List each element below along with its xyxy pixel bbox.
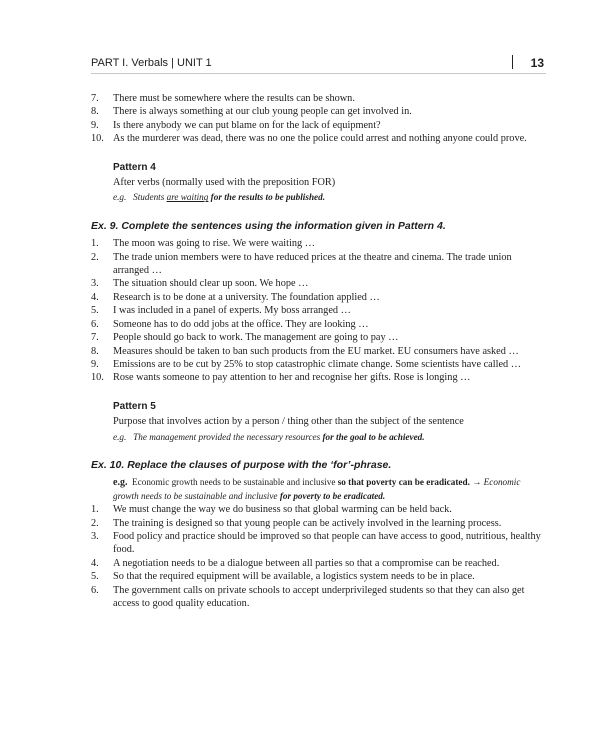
list-item: 7. There must be somewhere where the results can be shown. (91, 93, 355, 104)
pattern-5-box (113, 400, 546, 444)
page-number: 13 (530, 56, 544, 70)
list-item: 4. A negotiation needs to be a dialogue between all parties so that a compromise can be reached. (91, 557, 500, 569)
pattern-description: After verbs (normally used with the preposition FOR) (113, 177, 336, 189)
list-item: 2. The training is designed so that young people can be actively involved in the learning process. (91, 517, 502, 529)
page-header (91, 55, 546, 75)
list-item: 2. The trade union members were to have reduced prices at the theatre and cinema. The trade union arranged … (91, 251, 512, 277)
list-item: 5. I was included in a panel of experts. My boss arranged … (91, 305, 351, 317)
list-item: 5. So that the required equipment will be available, a logistics system needs to be in place. (91, 571, 475, 583)
pattern-title: Pattern 5 (113, 400, 156, 412)
list-item: 6. Someone has to do odd jobs at the office. They are looking … (91, 318, 369, 330)
list-item: 4. Research is to be done at a university. The foundation applied … (91, 291, 380, 303)
exercise-9-list (91, 237, 546, 384)
pattern-description: Purpose that involves action by a person / thing other than the subject of the sentence (113, 416, 464, 428)
list-item: 9. Emissions are to be cut by 25% to stop catastrophic climate change. Some scientists have called … (91, 358, 522, 370)
list-item: 3. The situation should clear up soon. We hope … (91, 278, 309, 290)
underlined-verb: are waiting (166, 192, 209, 203)
exercise-9-title: Ex. 9. Complete the sentences using the information given in Pattern 4. (91, 219, 446, 232)
arrow-icon: → (472, 477, 482, 488)
list-item: 9. Is there anybody we can put blame on for the lack of equipment? (91, 119, 381, 131)
header-divider (512, 55, 513, 69)
exercise-10-example: e.g. Economic growth needs to be sustainable and inclusive so that poverty can be eradicated. → Economic growth needs to be sustainable and inclusive for poverty to be eradicated. (113, 477, 521, 501)
pattern-title: Pattern 4 (113, 161, 156, 173)
list-item: 7. People should go back to work. The management are going to pay … (91, 332, 399, 344)
list-item: 3. Food policy and practice should be improved so that people can have access to good, nutritious, healthy food. (91, 530, 541, 556)
running-title: PART I. Verbals | UNIT 1 (91, 57, 212, 69)
exercise-10-title: Ex. 10. Replace the clauses of purpose with the ‘for’-phrase. (91, 458, 392, 471)
exercise-10-list (91, 503, 546, 610)
list-item: 1. The moon was going to rise. We were waiting … (91, 238, 316, 250)
page-content (91, 92, 546, 610)
list-item: 10. As the murderer was dead, there was no one the police could arrest and nothing anyone could prove. (91, 133, 527, 145)
continued-exercise-list (91, 92, 546, 146)
list-item: 1. We must change the way we do business so that global warming can be held back. (91, 504, 452, 516)
pattern-example: e.g. Students are waiting for the results to be published. (113, 192, 326, 203)
header-rule (91, 73, 546, 74)
list-item: 8. Measures should be taken to ban such products from the EU market. EU consumers have asked … (91, 345, 519, 357)
list-item: 6. The government calls on private schools to accept underprivileged students so that they can also get access to good quality education. (91, 584, 525, 609)
pattern-4-box (113, 161, 546, 205)
pattern-example: e.g. The management provided the necessary resources for the goal to be achieved. (113, 431, 425, 442)
list-item: 8. There is always something at our club young people can get involved in. (91, 106, 412, 118)
list-item: 10. Rose wants someone to pay attention to her and recognise her gifts. Rose is longing … (91, 372, 471, 384)
